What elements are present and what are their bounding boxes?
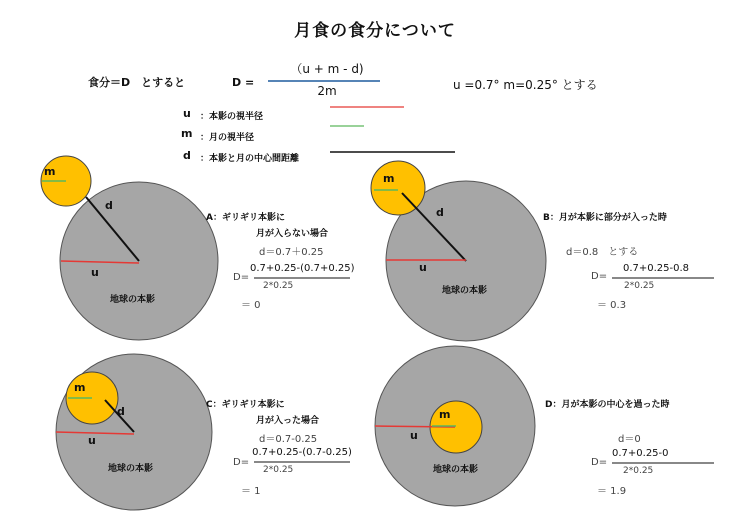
- case-c-m-label: m: [74, 381, 86, 394]
- case-d-u-label: u: [410, 429, 418, 442]
- given-values: u =0.7° m=0.25° とする: [453, 78, 598, 92]
- formula-denominator: 2m: [317, 84, 337, 98]
- case-a-numerator: 0.7+0.25-(0.7+0.25): [250, 263, 355, 274]
- legend-text-m: ：月の視半径: [200, 133, 255, 143]
- definition-intro: 食分＝D とすると: [88, 76, 186, 89]
- case-a-diagram: [41, 156, 218, 340]
- case-c-D-label: D=: [233, 457, 250, 468]
- case-c-umbra-label: 地球の本影: [108, 464, 154, 474]
- legend-text-d: ：本影と月の中心間距離: [200, 154, 300, 164]
- case-a-D-label: D=: [233, 272, 250, 283]
- legend-symbol-u: u: [183, 107, 191, 120]
- case-b-u-label: u: [419, 261, 427, 274]
- case-c-d-label: d: [117, 405, 125, 418]
- case-b-umbra-label: 地球の本影: [442, 286, 488, 296]
- case-b-d-value: d＝0.8 とする: [566, 247, 639, 258]
- case-a-u-label: u: [91, 266, 99, 279]
- case-a-heading-2: 月が入らない場合: [256, 229, 329, 239]
- case-b-result: ＝ 0.3: [597, 300, 627, 311]
- case-d-D-label: D=: [591, 457, 608, 468]
- case-b-m-label: m: [383, 172, 395, 185]
- case-c-numerator: 0.7+0.25-(0.7-0.25): [252, 447, 352, 458]
- case-b-moon: [371, 161, 425, 215]
- legend-symbol-d: d: [183, 149, 191, 162]
- case-c-heading-2: 月が入った場合: [256, 416, 320, 426]
- case-d-umbra-label: 地球の本影: [433, 465, 479, 475]
- case-c-diagram: [56, 354, 212, 510]
- case-a-umbra-label: 地球の本影: [110, 295, 156, 305]
- case-b-heading-1: B：月が本影に部分が入った時: [543, 213, 667, 223]
- formula-numerator: （u + m - d): [290, 62, 364, 76]
- case-d-result: ＝ 1.9: [597, 486, 627, 497]
- case-d-numerator: 0.7+0.25-0: [612, 448, 669, 459]
- case-c-u-label: u: [88, 434, 96, 447]
- case-b-denominator: 2*0.25: [624, 281, 655, 291]
- case-c-d-value: d＝0.7-0.25: [259, 434, 318, 445]
- case-d-m-label: m: [439, 408, 451, 421]
- case-b-d-label: d: [436, 206, 444, 219]
- case-a-denominator: 2*0.25: [263, 281, 294, 291]
- page-title: 月食の食分について: [294, 21, 456, 41]
- case-a-d-label: d: [105, 199, 113, 212]
- legend-text-u: ：本影の視半径: [200, 112, 264, 122]
- case-c-denominator: 2*0.25: [263, 465, 294, 475]
- case-c-result: ＝ 1: [241, 486, 261, 497]
- case-d-diagram: [375, 346, 535, 506]
- case-a-m-label: m: [44, 165, 56, 178]
- case-a-result: ＝ 0: [241, 300, 261, 311]
- case-b-D-label: D=: [591, 271, 608, 282]
- case-a-heading-1: A：ギリギリ本影に: [206, 213, 285, 223]
- case-a-d-value: d＝0.7＋0.25: [259, 247, 324, 258]
- case-c-heading-1: C：ギリギリ本影に: [206, 400, 285, 410]
- case-d-d-value: d＝0: [618, 434, 641, 445]
- legend-symbol-m: m: [181, 127, 193, 140]
- formula-d-label: D =: [232, 76, 255, 89]
- case-b-diagram: [371, 161, 546, 341]
- case-d-heading-1: D：月が本影の中心を過った時: [545, 400, 670, 410]
- case-d-denominator: 2*0.25: [623, 466, 654, 476]
- case-b-numerator: 0.7+0.25-0.8: [622, 263, 690, 274]
